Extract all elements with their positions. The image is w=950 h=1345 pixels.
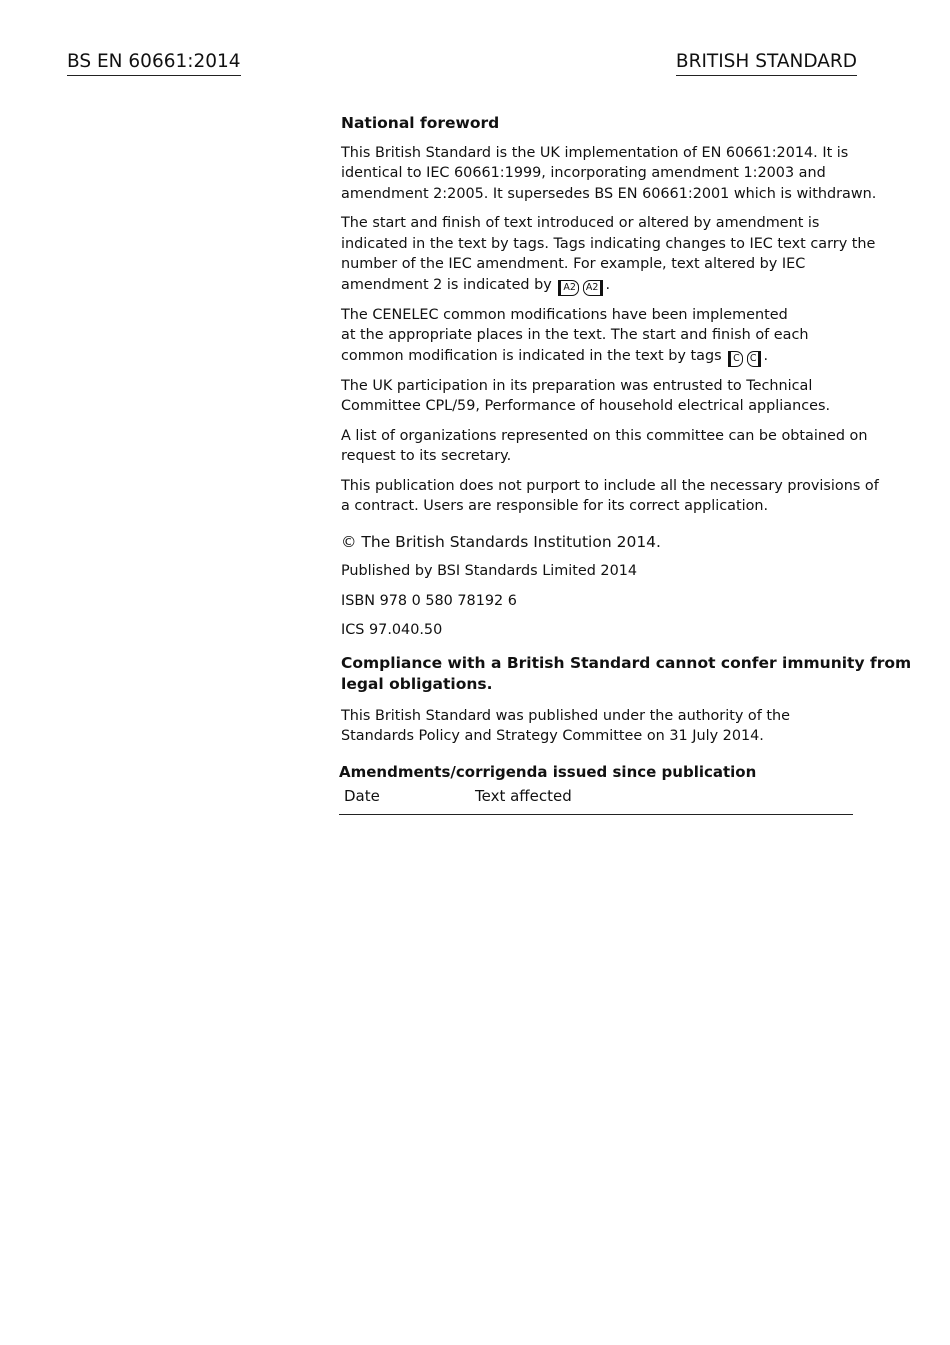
- foreword-title: National foreword: [341, 114, 500, 132]
- text-line: identical to IEC 60661:1999, incorporating amendment 1:2003 and: [341, 165, 826, 181]
- isbn-line: ISBN 978 0 580 78192 6: [341, 592, 517, 609]
- text-line: amendment 2:2005. It supersedes BS EN 60661:2001 which is withdrawn.: [341, 185, 877, 202]
- text-line: The UK participation in its preparation was entrusted to Technical: [341, 377, 813, 394]
- text-line: common modification is indicated in the text by tags C C .: [341, 346, 856, 367]
- doc-number-header: BS EN 60661:2014: [67, 50, 241, 76]
- paragraph-contract: [341, 476, 879, 517]
- amendment-start-tag-icon: A2: [558, 280, 579, 296]
- ics-line: ICS 97.040.50: [341, 622, 443, 638]
- column-header-date: Date: [344, 787, 380, 805]
- paragraph-committee: [341, 376, 856, 417]
- standard-type-header: BRITISH STANDARD: [676, 50, 857, 76]
- text-fragment: common modification is indicated in the text by tags: [341, 347, 722, 364]
- text-line: amendment 2 is indicated by A2 A2 .: [341, 275, 856, 296]
- text-line: A list of organizations represented on this committee can be obtained on: [341, 427, 868, 444]
- text-line: The CENELEC common modifications have been implemented: [341, 306, 788, 323]
- text-fragment: amendment 2 is indicated by: [341, 276, 552, 293]
- text-line: This British Standard was published under the authority of the: [341, 707, 790, 724]
- amendment-end-tag-icon: A2: [583, 280, 604, 296]
- text-line: a contract. Users are responsible for its correct application.: [341, 498, 769, 514]
- common-mod-start-tag-icon: C: [728, 351, 743, 367]
- national-foreword: [339, 113, 912, 815]
- text-line: Committee CPL/59, Performance of household electrical appliances.: [341, 398, 831, 414]
- paragraph-amendment-tags: [341, 213, 876, 296]
- text-line: indicated in the text by tags. Tags indicating changes to IEC text carry the: [341, 235, 876, 252]
- text-line: This British Standard is the UK implementation of EN 60661:2014. It is: [341, 144, 849, 161]
- text-line: request to its secretary.: [341, 448, 512, 464]
- text-line: number of the IEC amendment. For example, text altered by IEC: [341, 256, 806, 272]
- compliance-statement: [341, 653, 912, 695]
- common-mod-end-tag-icon: C: [747, 351, 762, 367]
- amendments-table: [339, 786, 853, 815]
- paragraph-implementation: [341, 143, 877, 205]
- column-header-text-affected: Text affected: [475, 787, 572, 805]
- amendments-title: Amendments/corrigenda issued since publication: [339, 762, 757, 781]
- text-line: legal obligations.: [341, 674, 493, 693]
- copyright-notice: © The British Standards Institution 2014.: [341, 532, 661, 551]
- paragraph-authority: [341, 706, 856, 747]
- paragraph-common-modifications: [341, 305, 856, 367]
- text-line: Compliance with a British Standard cannot confer immunity from: [341, 653, 912, 672]
- text-line: This publication does not purport to include all the necessary provisions of: [341, 477, 879, 494]
- text-line: Standards Policy and Strategy Committee on 31 July 2014.: [341, 728, 764, 744]
- paragraph-organizations: [341, 426, 868, 467]
- text-line: The start and finish of text introduced or altered by amendment is: [341, 215, 820, 231]
- publisher-line: Published by BSI Standards Limited 2014: [341, 563, 638, 579]
- text-line: at the appropriate places in the text. The start and finish of each: [341, 327, 809, 343]
